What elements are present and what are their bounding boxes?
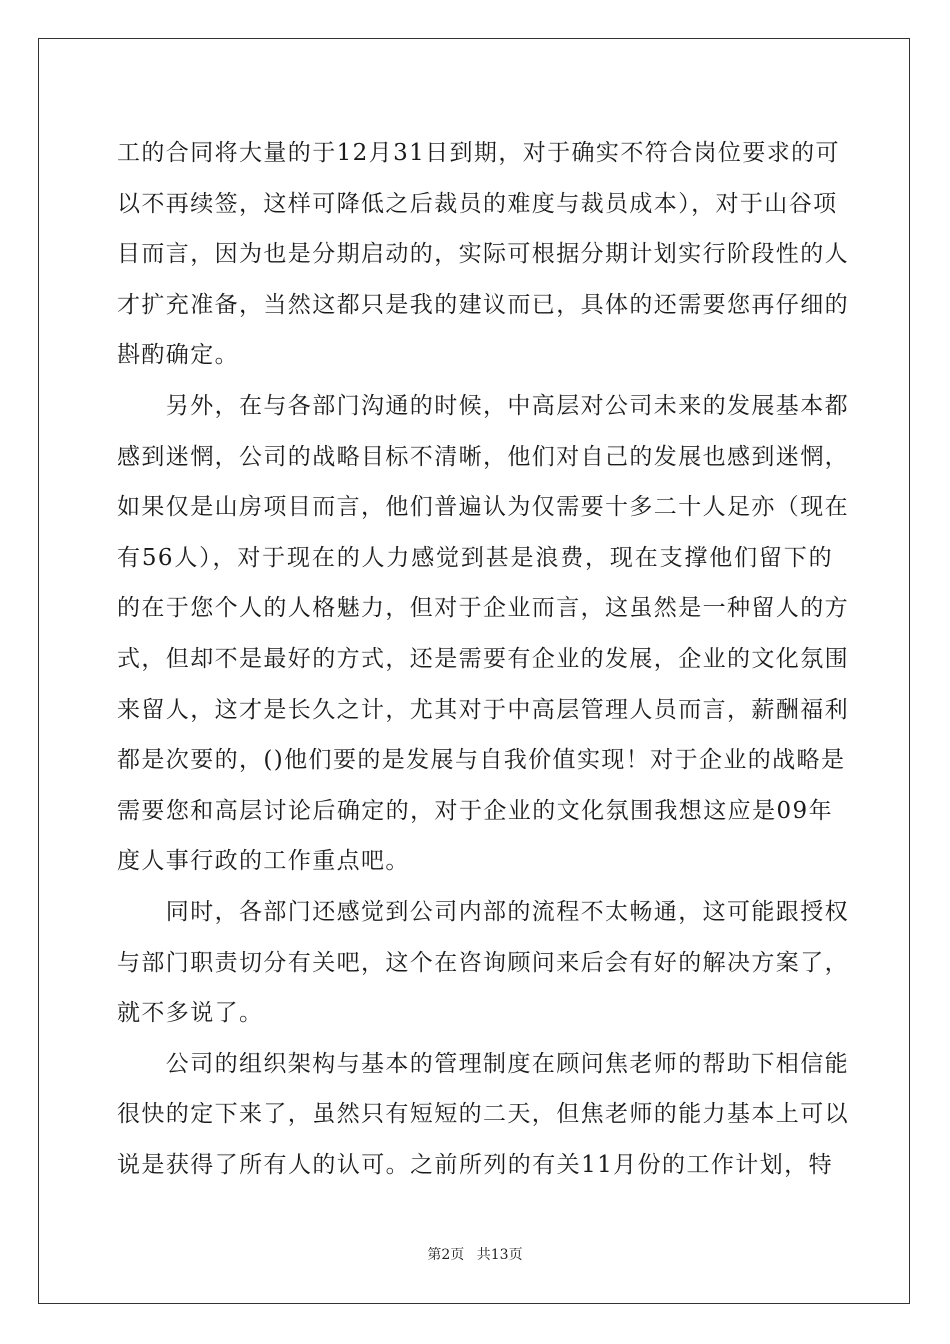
text-line: 就不多说了。 <box>117 1000 264 1027</box>
text-line: 斟酌确定。 <box>117 342 239 369</box>
text-line: 才扩充准备，当然这都只是我的建议而已，具体的还需要您再仔细的 <box>117 291 849 318</box>
document-body <box>117 128 849 1190</box>
page-total: 共13页 <box>476 1247 523 1263</box>
text-line: 需要您和高层讨论后确定的，对于企业的文化氛围我想这应是09年 <box>117 797 833 824</box>
page-number: 第2页 <box>427 1247 465 1263</box>
text-line: 的在于您个人的人格魅力，但对于企业而言，这虽然是一种留人的方 <box>117 595 849 622</box>
text-line: 公司的组织架构与基本的管理制度在顾问焦老师的帮助下相信能 <box>117 1050 849 1077</box>
text-line: 式，但却不是最好的方式，还是需要有企业的发展，企业的文化氛围 <box>117 645 849 672</box>
text-line: 另外，在与各部门沟通的时候，中高层对公司未来的发展基本都 <box>117 392 849 419</box>
text-line: 很快的定下来了，虽然只有短短的二天，但焦老师的能力基本上可以 <box>117 1101 849 1128</box>
text-line: 目而言，因为也是分期启动的，实际可根据分期计划实行阶段性的人 <box>117 241 849 268</box>
page-footer <box>0 1244 950 1264</box>
text-line: 工的合同将大量的于12月31日到期，对于确实不符合岗位要求的可 <box>117 140 840 166</box>
text-line: 来留人，这才是长久之计，尤其对于中高层管理人员而言，薪酬福利 <box>117 696 849 723</box>
text-line: 度人事行政的工作重点吧。 <box>117 848 410 875</box>
text-line: 以不再续签，这样可降低之后裁员的难度与裁员成本），对于山谷项 <box>117 190 838 217</box>
text-line: 如果仅是山房项目而言，他们普遍认为仅需要十多二十人足亦（现在 <box>117 494 849 521</box>
text-line: 说是获得了所有人的认可。之前所列的有关11月份的工作计划，特 <box>117 1151 833 1178</box>
text-line: 与部门职责切分有关吧，这个在咨询顾问来后会有好的解决方案了， <box>117 949 849 976</box>
text-line: 感到迷惘，公司的战略目标不清晰，他们对自己的发展也感到迷惘， <box>117 443 849 470</box>
text-line: 同时，各部门还感觉到公司内部的流程不太畅通，这可能跟授权 <box>117 898 849 925</box>
text-line: 都是次要的，()他们要的是发展与自我价值实现！对于企业的战略是 <box>117 747 846 774</box>
text-line: 有56人），对于现在的人力感觉到甚是浪费，现在支撑他们留下的 <box>117 544 833 571</box>
